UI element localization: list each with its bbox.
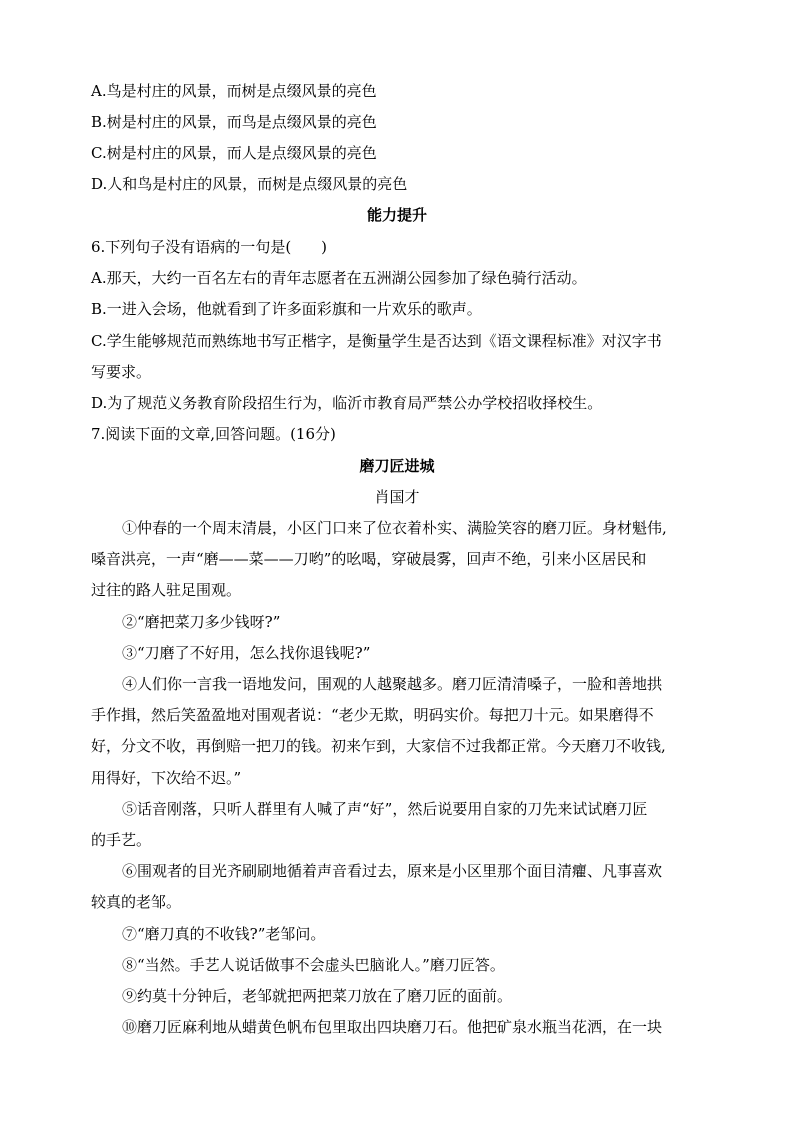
q6-option-c: C.学生能够规范而熟练地书写正楷字，是衡量学生是否达到《语文课程标准》对汉字书 — [91, 332, 662, 350]
paragraph-line: 嗓音洪亮，一声“磨——菜——刀哟”的吆喝，穿破晨雾，回声不绝，引来小区居民和 — [91, 550, 647, 568]
paragraph-line: ④人们你一言我一语地发问，围观的人越聚越多。磨刀匠清清嗓子，一脸和善地拱 — [122, 675, 663, 693]
q5-option-b: B.树是村庄的风景，而鸟是点缀风景的亮色 — [91, 113, 377, 131]
paragraph-line: ①仲春的一个周末清晨，小区门口来了位衣着朴实、满脸笑容的磨刀匠。身材魁伟, — [122, 519, 667, 537]
q5-option-c: C.树是村庄的风景，而人是点缀风景的亮色 — [91, 144, 377, 162]
q7-stem: 7.阅读下面的文章,回答问题。(16分) — [91, 425, 336, 443]
q6-option-c-cont: 写要求。 — [91, 363, 152, 381]
paragraph-line: ②“磨把菜刀多少钱呀?” — [122, 613, 281, 631]
paragraph-line: 用得好，下次给不迟。” — [91, 769, 242, 787]
paragraph-line: 手作揖，然后笑盈盈地对围观者说：“老少无欺，明码实价。每把刀十元。如果磨得不 — [91, 706, 654, 724]
paragraph-line: ⑩磨刀匠麻利地从蜡黄色帆布包里取出四块磨刀石。他把矿泉水瓶当花洒，在一块 — [122, 1018, 663, 1036]
article-title: 磨刀匠进城 — [359, 457, 435, 475]
q6-option-d: D.为了规范义务教育阶段招生行为，临沂市教育局严禁公办学校招收择校生。 — [91, 394, 603, 412]
paragraph-line: 过往的路人驻足围观。 — [91, 581, 242, 599]
paragraph-line: 好，分文不收，再倒赔一把刀的钱。初来乍到，大家信不过我都正常。今天磨刀不收钱, — [91, 737, 666, 755]
paragraph-line: ③“刀磨了不好用，怎么找你退钱呢?” — [122, 644, 371, 662]
paragraph-line: ⑨约莫十分钟后，老邹就把两把菜刀放在了磨刀匠的面前。 — [122, 987, 513, 1005]
section-title: 能力提升 — [366, 206, 427, 224]
paragraph-line: 的手艺。 — [91, 831, 152, 849]
paragraph-line: ⑤话音刚落，只听人群里有人喊了声“好”，然后说要用自家的刀先来试试磨刀匠 — [122, 800, 648, 818]
q6-stem: 6.下列句子没有语病的一句是( ) — [91, 238, 328, 256]
paragraph-line: ⑧“当然。手艺人说话做事不会虚头巴脑讹人。”磨刀匠答。 — [122, 956, 505, 974]
paragraph-line: ⑥围观者的目光齐刷刷地循着声音看过去，原来是小区里那个面目清癯、凡事喜欢 — [122, 862, 663, 880]
q6-option-b: B.一进入会场，他就看到了许多面彩旗和一片欢乐的歌声。 — [91, 300, 482, 318]
paragraph-line: ⑦“磨刀真的不收钱?”老邹问。 — [122, 925, 326, 943]
paragraph-line: 较真的老邹。 — [91, 893, 182, 911]
q5-option-a: A.鸟是村庄的风景，而树是点缀风景的亮色 — [91, 82, 377, 100]
article-author: 肖国才 — [374, 488, 420, 506]
q5-option-d: D.人和鸟是村庄的风景，而树是点缀风景的亮色 — [91, 175, 408, 193]
q6-option-a: A.那天，大约一百名左右的青年志愿者在五洲湖公园参加了绿色骑行活动。 — [91, 269, 587, 287]
